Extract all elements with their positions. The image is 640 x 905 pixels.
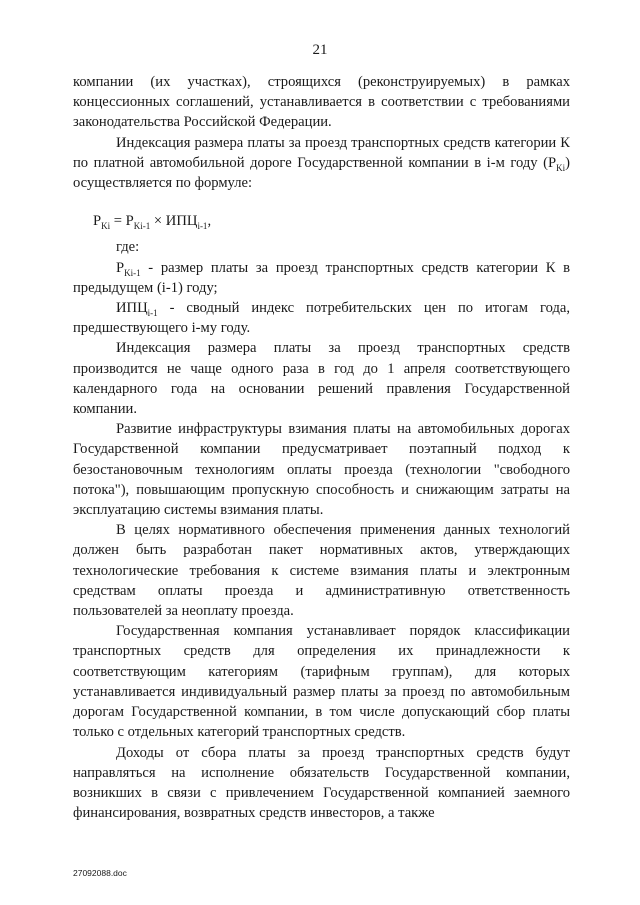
formula-end: , [207, 213, 212, 230]
def1-sub: Ki-1 [124, 267, 141, 278]
formula-op: × ИПЦ [150, 213, 198, 230]
formula-rhs-sub: Ki-1 [133, 221, 151, 232]
paragraph-7: Доходы от сбора платы за проезд транспортных средств будут направляться на исполнение обязательств Государственной компании, возникших в связи с привлечением Государственной компанией заемного финансирования, возвратных средств инвесторов, а также [73, 744, 570, 822]
formula-lhs: P [93, 213, 102, 230]
def1-text: - размер платы за проезд транспортных средств категории К в предыдущем (i-1) году; [73, 259, 570, 296]
formula [73, 211, 570, 231]
footer-filename: 27092088.doc [73, 868, 127, 878]
def1-var: P [116, 259, 125, 276]
def2-sub: i-1 [147, 307, 158, 318]
where-label: где: [116, 239, 140, 256]
definition-1 [73, 258, 570, 298]
paragraph-3: Индексация размера платы за проезд транспортных средств производится не чаще одного раза в год до 1 апреля соответствующего календарного года на основании решений правления Государственной компании. [73, 340, 570, 418]
var-p: P [548, 154, 557, 171]
paragraph-4: Развитие инфраструктуры взимания платы на автомобильных дорогах Государственной компании предусматривает поэтапный подход к безостановочным технологиям оплаты проезда (технологии "свободного потока"), повышающим пропускную способность и снижающим затраты на эксплуатацию системы взимания платы. [73, 421, 570, 519]
def2-var: ИПЦ [116, 300, 148, 317]
document-body [73, 72, 570, 823]
def2-text: - сводный индекс потребительских цен по итогам года, предшествующего i-му году. [73, 300, 570, 337]
paragraph-5: В целях нормативного обеспечения применения данных технологий должен быть разработан пакет нормативных актов, утверждающих технологические требования к системе взимания платы и электронным средствам оплаты проезда и административную ответственность пользователей за неоплату проезда. [73, 522, 570, 620]
paragraph-2-end: ) осуществляется по формуле: [73, 154, 570, 192]
paragraph-2-text: Индексация размера платы за проезд транспортных средств категории К по платной автомобильной дороге Государственной компании в i-м году ( [73, 134, 570, 171]
page-number: 21 [312, 42, 328, 58]
paragraph-2 [73, 133, 570, 194]
formula-ipc-sub: i-1 [197, 221, 208, 232]
definition-2 [73, 298, 570, 338]
paragraph-1: компании (их участках), строящихся (реконструируемых) в рамках концессионных соглашений, устанавливается в соответствии с требованиями законодательства Российской Федерации. [73, 74, 570, 131]
formula-lhs-sub: Ki [101, 221, 111, 232]
paragraph-6: Государственная компания устанавливает порядок классификации транспортных средств для определения их принадлежности к соответствующим категориям (тарифным группам), для которых устанавливается индивидуальный размер платы за проезд по автомобильным дорогам Государственной компании, в том числе допускающий сбор платы только с отдельных категорий транспортных средств. [73, 623, 570, 741]
formula-eq: = P [110, 213, 134, 230]
var-sub: Ki [556, 162, 566, 173]
